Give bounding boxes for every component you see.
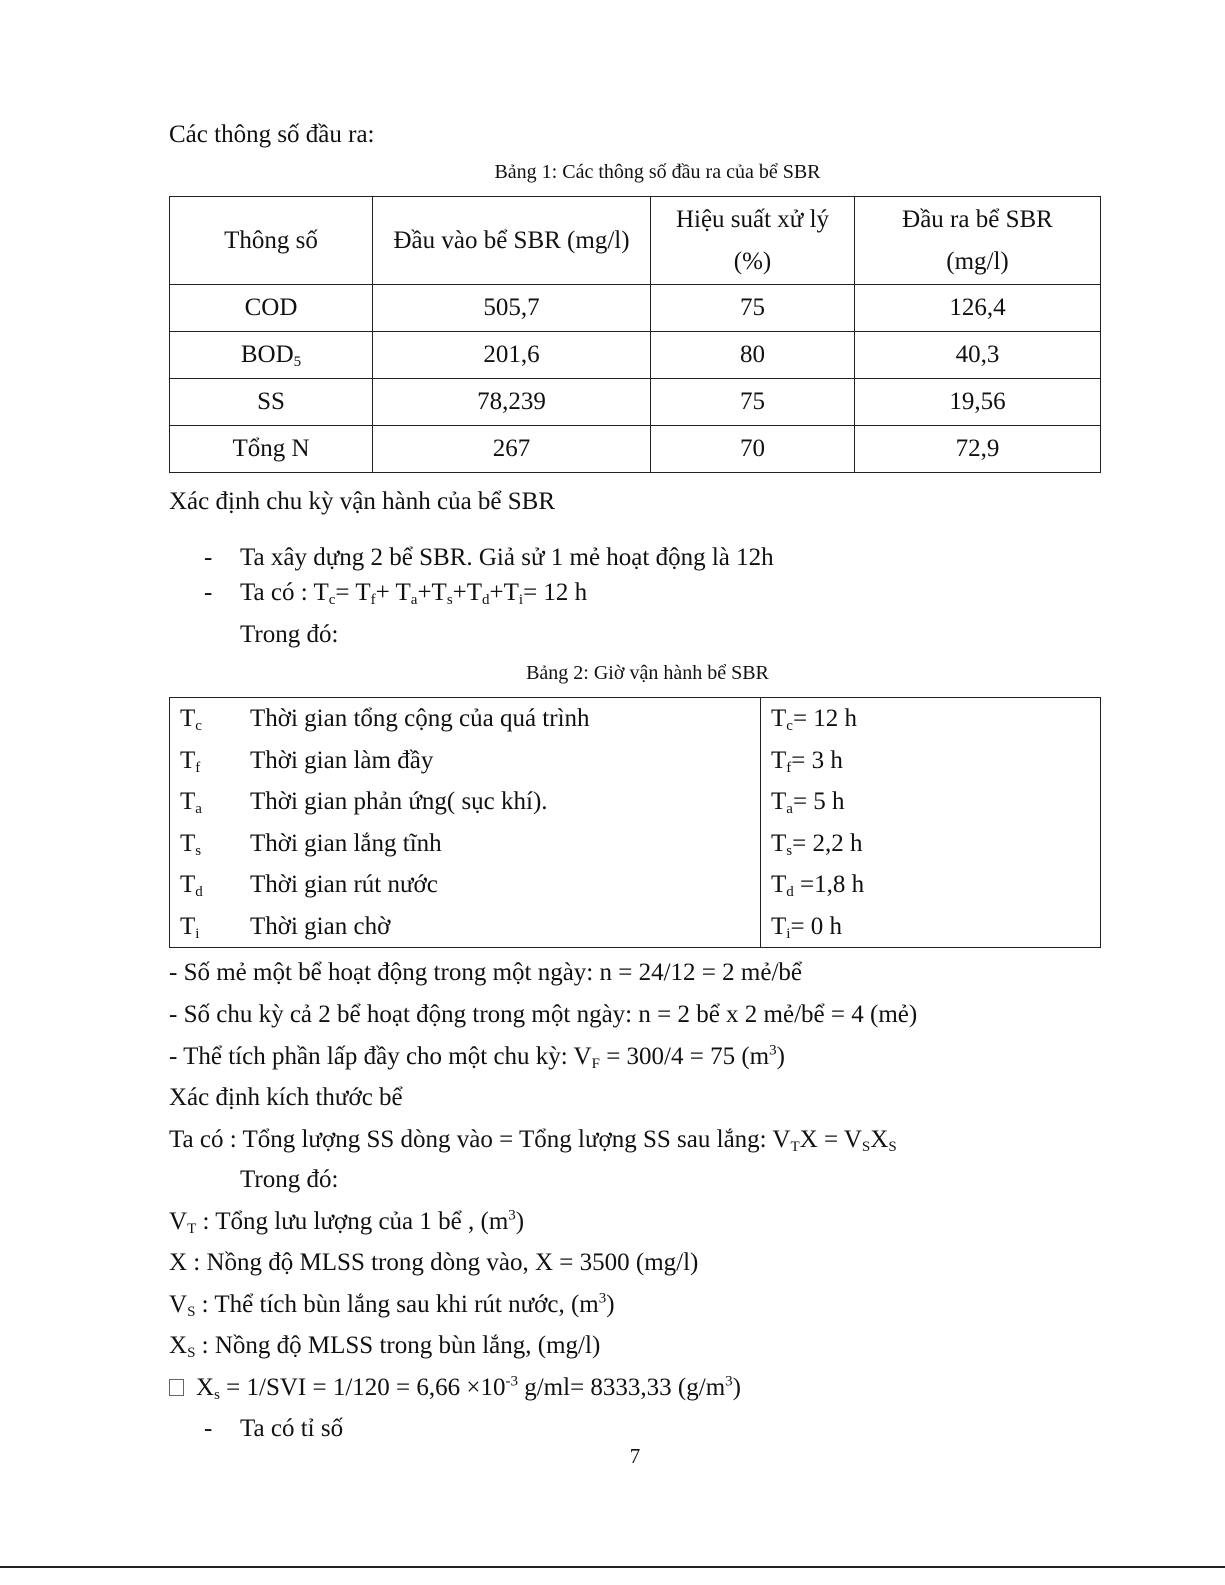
table-1-output-params bbox=[169, 196, 1101, 473]
paragraph-build-tanks: Ta xây dựng 2 bể SBR. Giả sử 1 mẻ hoạt động là 12h bbox=[240, 544, 774, 571]
page-number: 7 bbox=[629, 1444, 641, 1468]
table-2-caption: Bảng 2: Giờ vận hành bể SBR bbox=[526, 662, 769, 684]
table-cell: 40,3 bbox=[855, 332, 1101, 379]
equation-cycle-time: Ta có : $T_c= T_f+ T_a+T_s+T_d+T_i= 12$ h bbox=[240, 579, 588, 608]
table-cell: $T_c= 12$ h bbox=[771, 705, 858, 734]
paragraph-ss-balance: Ta có : Tổng lượng SS dòng vào = Tổng lượng SS sau lắng: $V_TX = V_SX_S$ bbox=[169, 1126, 897, 1155]
table-row bbox=[170, 823, 1101, 865]
table-row bbox=[170, 379, 1101, 426]
table-cell: Thời gian rút nước bbox=[250, 864, 761, 906]
table-cell: $T_f$ bbox=[180, 746, 201, 776]
definition-xs: $X_S$ : Nồng độ MLSS trong bùn lắng, (mg/l) bbox=[169, 1332, 601, 1361]
table-header-row bbox=[170, 197, 1101, 285]
table-row bbox=[170, 781, 1101, 823]
bullet-dash: - bbox=[204, 1415, 213, 1442]
table-cell: 78,239 bbox=[373, 379, 651, 426]
table-cell: Thời gian chờ bbox=[250, 906, 761, 948]
section-heading-output-params: Các thông số đầu ra: bbox=[169, 121, 375, 148]
table-row bbox=[170, 332, 1101, 379]
table-cell: Thời gian lắng tĩnh bbox=[250, 823, 761, 865]
table-cell: $BOD_5$ bbox=[170, 332, 373, 379]
table-cell: 267 bbox=[373, 426, 651, 473]
table-cell: $T_a$ bbox=[180, 788, 202, 817]
definition-vs: $V_S$ : Thể tích bùn lắng sau khi rút nước, $(m^3)$ bbox=[169, 1290, 615, 1320]
table-cell: 70 bbox=[651, 426, 855, 473]
table-cell: COD bbox=[170, 285, 373, 332]
paragraph-fill-volume: - Thể tích phần lấp đầy cho một chu kỳ: $V_F = 300/4 = 75$ $(m^3)$ bbox=[169, 1042, 785, 1072]
table-row bbox=[170, 906, 1101, 948]
table-cell: Thời gian làm đầy bbox=[250, 740, 761, 782]
table-cell: 19,56 bbox=[855, 379, 1101, 426]
label-where: Trong đó: bbox=[240, 621, 339, 648]
table-cell: 201,6 bbox=[373, 332, 651, 379]
table-cell: Thời gian phản ứng( sục khí). bbox=[250, 781, 761, 823]
table-cell: $T_d$ bbox=[180, 871, 203, 900]
bullet-dash: - bbox=[204, 579, 213, 606]
checkbox-glyph-icon bbox=[169, 1379, 184, 1396]
table-row bbox=[170, 285, 1101, 332]
table-header-cell: Đầu ra bể SBR (mg/l) bbox=[855, 197, 1101, 285]
table-2-operating-hours bbox=[169, 697, 1101, 948]
label-where: Trong đó: bbox=[240, 1166, 339, 1193]
table-header-cell: Hiệu suất xử lý (%) bbox=[651, 197, 855, 285]
section-heading-dimensions: Xác định kích thước bể bbox=[169, 1084, 403, 1111]
table-cell: Thời gian tổng cộng của quá trình bbox=[250, 698, 761, 740]
table-cell: 505,7 bbox=[373, 285, 651, 332]
table-cell: $T_s= 2,2$ h bbox=[771, 829, 863, 859]
table-header-cell: Đầu vào bể SBR (mg/l) bbox=[373, 197, 651, 285]
table-header-cell: Thông số bbox=[170, 197, 373, 285]
table-1-caption: Bảng 1: Các thông số đầu ra của bể SBR bbox=[494, 161, 821, 183]
table-cell: $T_a= 5$ h bbox=[771, 788, 845, 817]
table-cell: $T_c$ bbox=[180, 705, 202, 734]
table-cell: Tổng N bbox=[170, 426, 373, 473]
definition-vt: $V_T$ : Tổng lưu lượng của 1 bể , $(m^3)$ bbox=[169, 1207, 525, 1237]
section-heading-cycle: Xác định chu kỳ vận hành của bể SBR bbox=[169, 488, 556, 515]
table-cell: SS bbox=[170, 379, 373, 426]
table-cell: 126,4 bbox=[855, 285, 1101, 332]
table-cell: $T_i= 0$ h bbox=[771, 912, 843, 942]
paragraph-batches-per-day: - Số mẻ một bể hoạt động trong một ngày: n = 24/12 = 2 mẻ/bể bbox=[169, 959, 802, 986]
table-cell: $T_f= 3$ h bbox=[771, 746, 843, 776]
table-cell: 80 bbox=[651, 332, 855, 379]
table-row bbox=[170, 740, 1101, 782]
definition-x: X : Nồng độ MLSS trong dòng vào, X = 3500 (mg/l) bbox=[169, 1249, 699, 1276]
page-bottom-rule bbox=[0, 1566, 1225, 1568]
table-row bbox=[170, 698, 1101, 740]
paragraph-cycles-per-day: - Số chu kỳ cả 2 bể hoạt động trong một ngày: n = 2 bể x 2 mẻ/bể = 4 (mẻ) bbox=[169, 1001, 918, 1028]
table-row bbox=[170, 426, 1101, 473]
table-cell: $T_i$ bbox=[180, 912, 200, 942]
equation-xs-value: $X_s = 1/SVI = 1/120 = 6,66 \times 10^{-3}$ g/ml= 8333,33 $(g/m^3)$ bbox=[169, 1373, 741, 1403]
table-cell: $T_s$ bbox=[180, 829, 202, 859]
table-cell: 75 bbox=[651, 379, 855, 426]
paragraph-ratio: Ta có tỉ số bbox=[240, 1415, 344, 1442]
bullet-dash: - bbox=[204, 544, 213, 571]
table-cell: 75 bbox=[651, 285, 855, 332]
table-cell: $T_d =1,8$ h bbox=[771, 871, 865, 900]
table-row bbox=[170, 864, 1101, 906]
table-cell: 72,9 bbox=[855, 426, 1101, 473]
